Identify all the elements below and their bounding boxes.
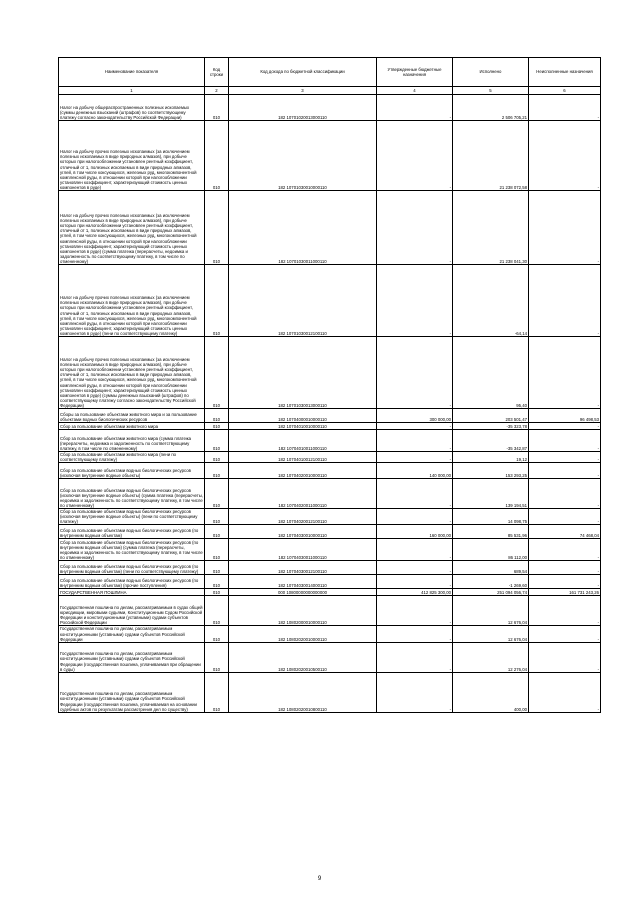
header-row <box>59 58 601 87</box>
cell-executed: 86 112,00 <box>453 539 529 561</box>
cell-unexecuted: - <box>529 121 601 191</box>
cell-unexecuted: 161 731 243,26 <box>529 589 601 596</box>
cell-line-code: 010 <box>205 479 229 509</box>
page-number: 9 <box>317 876 322 882</box>
cell-line-code: 010 <box>205 452 229 463</box>
table-body <box>59 95 601 713</box>
cell-income-code: 182 10701020013000110 <box>229 95 377 121</box>
cell-unexecuted: - <box>529 509 601 525</box>
cell-income-code: 182 10704000010000110 <box>229 409 377 423</box>
cell-executed: 689,54 <box>453 561 529 575</box>
table-row <box>59 479 601 509</box>
cell-executed: 12 276,04 <box>453 642 529 672</box>
cell-approved: - <box>377 575 453 589</box>
cell-approved: - <box>377 121 453 191</box>
cell-indicator-name: Сбор за пользование объектами водных биологических ресурсов (по внутренним водным объектам) (сумма платежа (перерасчеты, недоимка и задолженность по соответствующему платежу, в том числе по отмененному) <box>60 540 203 561</box>
cell-line-code: 010 <box>205 575 229 589</box>
cell-executed: 12 676,04 <box>453 596 529 626</box>
cell-line-code: 010 <box>205 672 229 712</box>
cell-approved: - <box>377 626 453 642</box>
cell-line-code: 010 <box>205 539 229 561</box>
cell-line-code: 010 <box>205 509 229 525</box>
cell-line-code: 010 <box>205 463 229 479</box>
column-number: 2 <box>205 87 229 95</box>
cell-executed: 400,00 <box>453 672 529 712</box>
table-row <box>59 672 601 712</box>
cell-line-code: 010 <box>205 265 229 337</box>
table-row <box>59 463 601 479</box>
cell-approved: - <box>377 672 453 712</box>
header-unexecuted: Неисполненные назначения <box>529 58 601 87</box>
cell-unexecuted: - <box>529 561 601 575</box>
cell-executed: 85 531,96 <box>453 525 529 539</box>
cell-line-code: 010 <box>205 95 229 121</box>
cell-indicator-name: Налог на добычу общераспространенных полезных ископаемых (суммы денежных взысканий (штрафов) по соответствующему платежу согласно законодательству Российской Федерации) <box>59 95 205 121</box>
cell-indicator-name: Сбор за пользование объектами водных биологических ресурсов (по внутренним водным объектам) <box>59 525 205 539</box>
cell-unexecuted: - <box>529 463 601 479</box>
table-row <box>59 121 601 191</box>
cell-line-code: 010 <box>205 430 229 452</box>
cell-indicator-name: Сбор за пользование объектами животного мира (пени по соответствующему платежу) <box>59 452 205 463</box>
cell-approved: - <box>377 423 453 430</box>
cell-unexecuted: - <box>529 265 601 337</box>
cell-unexecuted: - <box>529 452 601 463</box>
cell-line-code: 010 <box>205 121 229 191</box>
cell-approved: - <box>377 265 453 337</box>
table-row <box>59 561 601 575</box>
cell-unexecuted: - <box>529 642 601 672</box>
budget-table <box>58 57 601 713</box>
header-executed: Исполнено <box>453 58 529 87</box>
report-sheet <box>58 57 600 713</box>
cell-unexecuted: - <box>529 479 601 509</box>
table-row <box>59 452 601 463</box>
cell-approved: - <box>377 642 453 672</box>
cell-indicator-name: Налог на добычу прочих полезных ископаемых (за исключением полезных ископаемых в виде природных алмазов), при добыче которых при налогообложении установлен рентный коэффициент, отличный от 1, полезных ископаемых в виде природных алмазов, углей, в том числе коксующихся, железных руд, многокомпонентной комплексной руды, в отношении которой при налогообложении установлен коэффициент, характеризующий стоимость ценных компонентов в руде) (суммы денежных взысканий (штрафов) по соответствующему платежу согласно законодательству Российской Федерации) <box>59 337 205 409</box>
header-indicator-name: Наименование показателя <box>59 58 205 87</box>
cell-executed: -64,14 <box>453 265 529 337</box>
cell-line-code: 010 <box>205 561 229 575</box>
cell-income-code: 182 10704010012100110 <box>229 452 377 463</box>
cell-income-code: 182 10704020010000110 <box>229 463 377 479</box>
cell-income-code: 182 10701030010000110 <box>229 121 377 191</box>
cell-indicator-name: Налог на добычу прочих полезных ископаемых (за исключением полезных ископаемых в виде природных алмазов), при добыче которых при налогообложении установлен рентный коэффициент, отличный от 1, полезных ископаемых в виде природных алмазов, углей, в том числе коксующихся, железных руд, многокомпонентной комплексной руды, в отношении которой при налогообложении установлен коэффициент, характеризующий стоимость ценных компонентов в руде) <box>59 121 205 191</box>
column-number: 4 <box>377 87 453 95</box>
cell-income-code: 182 10701030013000110 <box>229 337 377 409</box>
cell-approved: - <box>377 539 453 561</box>
cell-income-code: 182 10704030012100110 <box>229 561 377 575</box>
cell-approved: 140 000,00 <box>377 463 453 479</box>
cell-executed: 19,12 <box>453 452 529 463</box>
cell-line-code: 010 <box>205 337 229 409</box>
cell-income-code: 182 10704010010000110 <box>229 423 377 430</box>
cell-unexecuted: - <box>529 672 601 712</box>
table-row <box>59 539 601 561</box>
cell-income-code: 182 10701030011000110 <box>229 191 377 265</box>
cell-indicator-name: ГОСУДАРСТВЕННАЯ ПОШЛИНА <box>59 589 205 596</box>
cell-indicator-name: Сбор за пользование объектами водных биологических ресурсов (исключая внутренние водные объекты) (пени по соответствующему платежу) <box>59 509 205 525</box>
cell-indicator-name: Государственная пошлина по делам, рассматриваемым конституционными (уставными) судами субъектов Российской Федерации (государственная пошлина, уплачиваемая при обращении в суды) <box>59 642 205 672</box>
cell-income-code: 182 10704030010000110 <box>229 525 377 539</box>
table-row <box>59 626 601 642</box>
cell-indicator-name: Налог на добычу прочих полезных ископаемых (за исключением полезных ископаемых в виде природных алмазов), при добыче которых при налогообложении установлен рентный коэффициент, отличный от 1, полезных ископаемых в виде природных алмазов, углей, в том числе коксующихся, железных руд, многокомпонентной комплексной руды, в отношении которой при налогообложении установлен коэффициент, характеризующий стоимость ценных компонентов в руде) (сумма платежа (перерасчеты, недоимка и задолженность по соответствующему платежу, в том числе по отмененному) <box>59 191 205 265</box>
cell-executed: 203 501,47 <box>453 409 529 423</box>
column-number: 5 <box>453 87 529 95</box>
cell-unexecuted: - <box>529 423 601 430</box>
table-row <box>59 509 601 525</box>
cell-income-code: 182 10704020012100110 <box>229 509 377 525</box>
cell-approved: - <box>377 596 453 626</box>
cell-executed: 95,40 <box>453 337 529 409</box>
table-row <box>59 575 601 589</box>
cell-line-code: 010 <box>205 626 229 642</box>
cell-line-code: 010 <box>205 525 229 539</box>
cell-approved: 412 825 300,00 <box>377 589 453 596</box>
cell-approved: - <box>377 337 453 409</box>
cell-unexecuted: 96 498,53 <box>529 409 601 423</box>
cell-approved: - <box>377 191 453 265</box>
cell-approved: - <box>377 509 453 525</box>
cell-income-code: 182 10802020010500110 <box>229 642 377 672</box>
cell-approved: - <box>377 479 453 509</box>
header-approved: Утвержденные бюджетные назначения <box>377 58 453 87</box>
cell-unexecuted: - <box>529 575 601 589</box>
cell-indicator-name: Сбор за пользование объектами водных биологических ресурсов (по внутренним водным объектам) (прочие поступления) <box>59 575 205 589</box>
cell-line-code: 010 <box>205 191 229 265</box>
cell-approved: 300 000,00 <box>377 409 453 423</box>
cell-executed: 153 293,25 <box>453 463 529 479</box>
cell-approved: - <box>377 452 453 463</box>
cell-executed: 2 506 705,21 <box>453 95 529 121</box>
header-line-code: Код строки <box>205 58 229 87</box>
cell-line-code: 010 <box>205 409 229 423</box>
cell-indicator-name: Государственная пошлина по делам, рассматриваемым конституционными (уставными) судами субъектов Российской Федерации <box>59 626 205 642</box>
table-row <box>59 589 601 596</box>
cell-approved: - <box>377 561 453 575</box>
cell-unexecuted: - <box>529 95 601 121</box>
table-row <box>59 265 601 337</box>
cell-executed: 21 238 072,58 <box>453 121 529 191</box>
header-income-code: Код дохода по бюджетной классификации <box>229 58 377 87</box>
cell-indicator-name: Сбор за пользование объектами животного мира <box>59 423 205 430</box>
cell-indicator-name: Сбор за пользование объектами водных биологических ресурсов (исключая внутренние водные объекты) <box>59 463 205 479</box>
cell-income-code: 182 10701030012100110 <box>229 265 377 337</box>
cell-unexecuted: - <box>529 626 601 642</box>
cell-indicator-name: Сборы за пользование объектами животного мира и за пользование объектами водных биологических ресурсов <box>59 409 205 423</box>
cell-executed: 139 194,51 <box>453 479 529 509</box>
cell-line-code: 010 <box>205 423 229 430</box>
cell-unexecuted: - <box>529 539 601 561</box>
cell-approved: - <box>377 95 453 121</box>
cell-executed: 14 098,75 <box>453 509 529 525</box>
table-row <box>59 423 601 430</box>
cell-income-code: 182 10802000010000110 <box>229 596 377 626</box>
cell-line-code: 010 <box>205 596 229 626</box>
cell-unexecuted: 74 468,04 <box>529 525 601 539</box>
table-row <box>59 191 601 265</box>
cell-unexecuted: - <box>529 430 601 452</box>
cell-unexecuted: - <box>529 596 601 626</box>
cell-unexecuted: - <box>529 191 601 265</box>
cell-executed: 12 676,04 <box>453 626 529 642</box>
cell-approved: - <box>377 430 453 452</box>
cell-income-code: 182 10802020010000110 <box>229 626 377 642</box>
cell-indicator-name: Государственная пошлина по делам, рассматриваемым в судах общей юрисдикции, мировыми судьями, Конституционным Судом Российской Федерации и конституционными (уставными) судами субъектов Российской Федерации <box>59 596 205 626</box>
cell-executed: -1 269,60 <box>453 575 529 589</box>
table-row <box>59 337 601 409</box>
cell-income-code: 182 10802020010800110 <box>229 672 377 712</box>
table-row <box>59 430 601 452</box>
table-row <box>59 95 601 121</box>
table-row <box>59 642 601 672</box>
cell-indicator-name: Государственная пошлина по делам, рассматриваемым конституционными (уставными) судами субъектов Российской Федерации (государственная пошлина, уплачиваемая на основании судебных актов по результатам рассмотрения дел по существу) <box>59 672 205 712</box>
cell-approved: 160 000,00 <box>377 525 453 539</box>
cell-line-code: 010 <box>205 589 229 596</box>
cell-executed: 251 094 056,74 <box>453 589 529 596</box>
cell-indicator-name: Сбор за пользование объектами водных биологических ресурсов (исключая внутренние водные объекты) (сумма платежа (перерасчеты, недоимка и задолженность по соответствующему платежу, в том числе по отмененному) <box>59 479 205 509</box>
column-number-row <box>59 87 601 95</box>
column-number: 1 <box>59 87 205 95</box>
column-number: 3 <box>229 87 377 95</box>
table-row <box>59 409 601 423</box>
cell-indicator-name: Налог на добычу прочих полезных ископаемых (за исключением полезных ископаемых в виде природных алмазов), при добыче которых при налогообложении установлен рентный коэффициент, отличный от 1, полезных ископаемых в виде природных алмазов, углей, в том числе коксующихся, железных руд, многокомпонентной комплексной руды, в отношении которой при налогообложении установлен коэффициент, характеризующий стоимость ценных компонентов в руде) (пени по соответствующему платежу) <box>59 265 205 337</box>
table-row <box>59 525 601 539</box>
cell-executed: 21 238 041,30 <box>453 191 529 265</box>
cell-indicator-name: Сбор за пользование объектами водных биологических ресурсов (по внутренним водным объектам) (пени по соответствующему платежу) <box>59 561 205 575</box>
cell-executed: -35 342,87 <box>453 430 529 452</box>
column-number: 6 <box>529 87 601 95</box>
cell-income-code: 182 10704030014000110 <box>229 575 377 589</box>
cell-income-code: 182 10704020011000110 <box>229 479 377 509</box>
cell-income-code: 182 10704010011000110 <box>229 430 377 452</box>
cell-unexecuted: - <box>529 337 601 409</box>
cell-executed: -35 323,78 <box>453 423 529 430</box>
cell-income-code: 182 10704030011000110 <box>229 539 377 561</box>
cell-indicator-name: Сбор за пользование объектами животного мира (сумма платежа (перерасчеты, недоимка и задолженность по соответствующему платежу, в том числе по отмененному) <box>59 430 205 452</box>
table-row <box>59 596 601 626</box>
cell-income-code: 000 10800000000000000 <box>229 589 377 596</box>
cell-line-code: 010 <box>205 642 229 672</box>
